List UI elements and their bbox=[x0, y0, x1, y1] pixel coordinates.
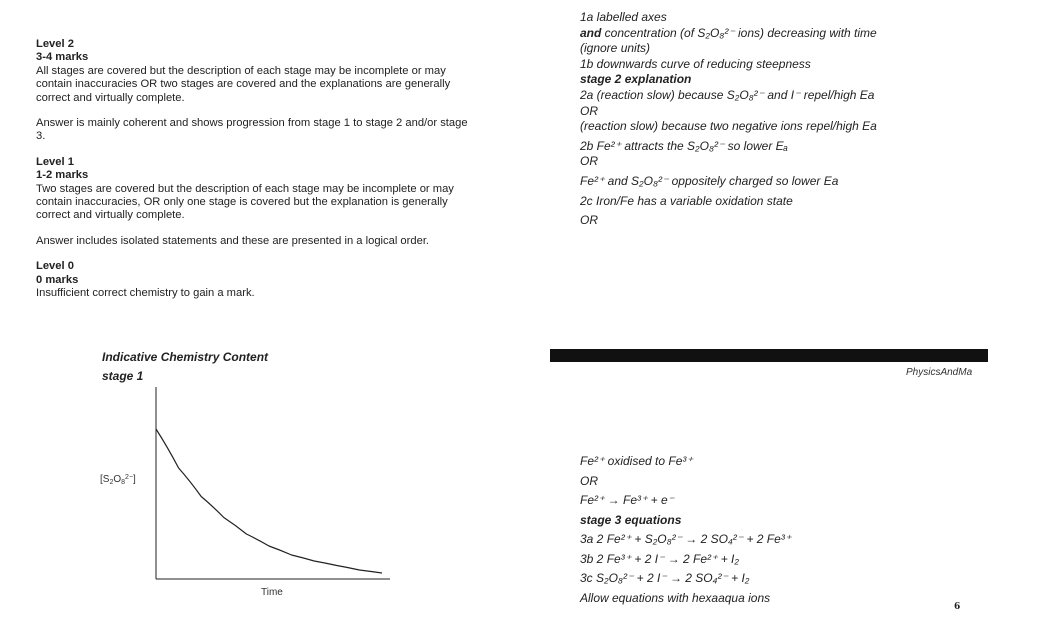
criterion-2c: 2c Iron/Fe has a variable oxidation state bbox=[580, 193, 793, 208]
equation-3a: 3a 2 Fe²⁺ + S₂O₈²⁻ → 2 SO₄²⁻ + 2 Fe³⁺ bbox=[580, 532, 792, 546]
level1-marks: 1-2 marks bbox=[36, 169, 89, 182]
or-text: OR bbox=[580, 154, 598, 169]
level2-marks: 3-4 marks bbox=[36, 51, 89, 64]
level1-answer: Answer includes isolated statements and these are presented in a logical order. bbox=[36, 234, 430, 247]
page-number: 6 bbox=[954, 602, 961, 612]
equation-3c: 3c S₂O₈²⁻ + 2 I⁻ → 2 SO₄²⁻ + I₂ bbox=[580, 571, 750, 585]
page-divider-bar bbox=[550, 349, 988, 362]
concentration-time-chart bbox=[90, 385, 400, 603]
and-bold: and bbox=[580, 25, 602, 40]
criterion-1a-cont: and concentration (of S₂O₈²⁻ ions) decreasing with time (ignore units) bbox=[580, 25, 877, 56]
level1-description: Two stages are covered but the description of each stage may be incomplete or may contain inaccuracies, OR only one stage is covered but the explanation is generally correct and virtually complete. bbox=[36, 182, 454, 222]
equation-3b: 3b 2 Fe³⁺ + 2 I⁻ → 2 Fe²⁺ + I₂ bbox=[580, 551, 739, 566]
indicative-title: Indicative Chemistry Content bbox=[102, 350, 269, 364]
level0-description: Insufficient correct chemistry to gain a mark. bbox=[36, 287, 255, 300]
criterion-2b: 2b Fe²⁺ attracts the S₂O₈²⁻ so lower Eₐ bbox=[580, 138, 788, 153]
stage3-title: stage 3 equations bbox=[580, 512, 682, 527]
criterion-1b: 1b downwards curve of reducing steepness bbox=[580, 56, 811, 71]
or-text: OR bbox=[580, 213, 598, 228]
criterion-2a-alt: (reaction slow) because two negative ions repel/high Ea bbox=[580, 119, 877, 134]
decay-curve bbox=[156, 429, 382, 573]
half-equation: Fe²⁺ → Fe³⁺ + e⁻ bbox=[580, 493, 675, 507]
level1-title: Level 1 bbox=[36, 155, 74, 168]
allow-note: Allow equations with hexaaqua ions bbox=[580, 590, 771, 605]
indicative-content-header bbox=[102, 348, 268, 386]
level2-answer: Answer is mainly coherent and shows progression from stage 1 to stage 2 and/or stage 3. bbox=[36, 117, 468, 143]
stage2-title: stage 2 explanation bbox=[580, 72, 692, 87]
stage-explanations bbox=[580, 10, 910, 229]
level0-marks: 0 marks bbox=[36, 273, 79, 286]
level0-title: Level 0 bbox=[36, 260, 74, 273]
oxidation-line: Fe²⁺ oxidised to Fe³⁺ bbox=[580, 454, 693, 468]
level2-title: Level 2 bbox=[36, 38, 74, 50]
or-text: OR bbox=[580, 473, 598, 488]
stage1-title: stage 1 bbox=[102, 369, 144, 383]
level2-description: All stages are covered but the description of each stage may be incomplete or may contain inaccuracies OR two stages are covered and the explanations are generally correct and virtually complete. bbox=[36, 64, 451, 104]
or-text: OR bbox=[580, 103, 598, 118]
y-axis-label: $[S_2O_8^{2-}]$ bbox=[100, 474, 136, 486]
stage3-content bbox=[580, 452, 910, 608]
mark-scheme-levels bbox=[36, 38, 476, 301]
x-axis-label: Time bbox=[261, 587, 283, 598]
criterion-2a: 2a (reaction slow) because S₂O₈²⁻ and I⁻ repel/high Ea bbox=[580, 87, 875, 102]
criterion-2b-alt: Fe²⁺ and S₂O₈²⁻ oppositely charged so lower Ea bbox=[580, 173, 839, 188]
criterion-1a: 1a labelled axes bbox=[580, 10, 667, 24]
footer-brand: PhysicsAndMa bbox=[906, 367, 973, 378]
